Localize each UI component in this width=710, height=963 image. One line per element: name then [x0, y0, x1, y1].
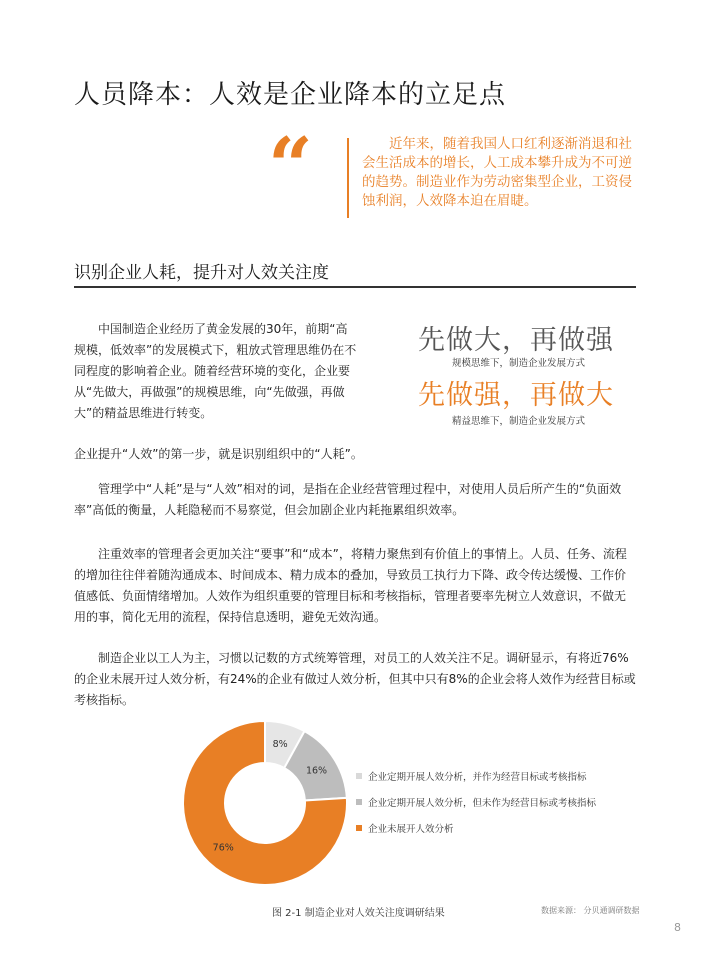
donut-label: 8% [272, 738, 288, 750]
legend-label: 企业未展开人效分析 [368, 824, 454, 835]
slogan-scale: 先做大，再做强 [418, 325, 614, 356]
legend-label: 企业定期开展人效分析，但未作为经营目标或考核指标 [368, 798, 597, 809]
donut-chart [180, 718, 350, 888]
quote-mark-icon: “ [268, 121, 313, 212]
paragraph-2: 企业提升“人效”的第一步，就是识别组织中的“人耗”。 [74, 447, 363, 461]
section-rule [74, 286, 636, 288]
legend-item [356, 821, 596, 835]
data-source: 数据来源： 分贝通调研数据 [541, 906, 640, 915]
slogan-lean: 先做强，再做大 [418, 380, 614, 411]
slogan-lean-caption: 精益思维下，制造企业发展方式 [452, 416, 586, 427]
legend-item [356, 769, 596, 783]
paragraph-3: 管理学中“人耗”是与“人效”相对的词，是指在企业经营管理过程中，对使用人员后所产生的“负面效率”高低的衡量，人耗隐秘而不易察觉，但会加剧企业内耗拖累组织效率。 [74, 482, 622, 517]
paragraph-4: 注重效率的管理者会更加关注“要事”和“成本”，将精力聚焦到有价值上的事情上。人员、任务、流程的增加往往伴着随沟通成本、时间成本、精力成本的叠加，导致员工执行力下降、政令传达缓慢、工作价值感低、负面情绪增加。人效作为组织重要的管理目标和考核指标，管理者要率先树立人效意识，不做无用的事，简化无用的流程，保持信息透明，避免无效沟通。 [74, 547, 627, 624]
page-number: 8 [674, 921, 681, 934]
quote-divider [347, 138, 349, 218]
page-title: 人员降本：人效是企业降本的立足点 [74, 80, 507, 110]
donut-label: 16% [305, 765, 328, 777]
legend-swatch [356, 799, 362, 805]
legend-swatch [356, 825, 362, 831]
figure-caption: 图 2-1 制造企业对人效关注度调研结果 [272, 908, 445, 919]
donut-label: 76% [212, 842, 234, 854]
paragraph-5: 制造企业以工人为主，习惯以记数的方式统筹管理，对员工的人效关注不足。调研显示，有将近76%的企业未展开过人效分析，有24%的企业有做过人效分析，但其中只有8%的企业会将人效作为经营目标或考核指标。 [74, 651, 636, 707]
chart-legend [356, 769, 596, 835]
legend-swatch [356, 773, 362, 779]
quote-text: 近年来，随着我国人口红利逐渐消退和社会生活成本的增长，人工成本攀升成为不可逆的趋势。制造业作为劳动密集型企业，工资侵蚀利润，人效降本迫在眉睫。 [362, 136, 632, 209]
slogan-scale-caption: 规模思维下，制造企业发展方式 [452, 358, 586, 369]
legend-item [356, 795, 596, 809]
paragraph-1: 中国制造企业经历了黄金发展的30年，前期“高规模，低效率”的发展模式下，粗放式管理思维仍在不同程度的影响着企业。随着经营环境的变化，企业要从“先做大，再做强”的规模思维，向“先做强，再做大”的精益思维进行转变。 [74, 322, 357, 420]
legend-label: 企业定期开展人效分析，并作为经营目标或考核指标 [368, 772, 587, 783]
section-heading: 识别企业人耗，提升对人效关注度 [74, 263, 329, 283]
